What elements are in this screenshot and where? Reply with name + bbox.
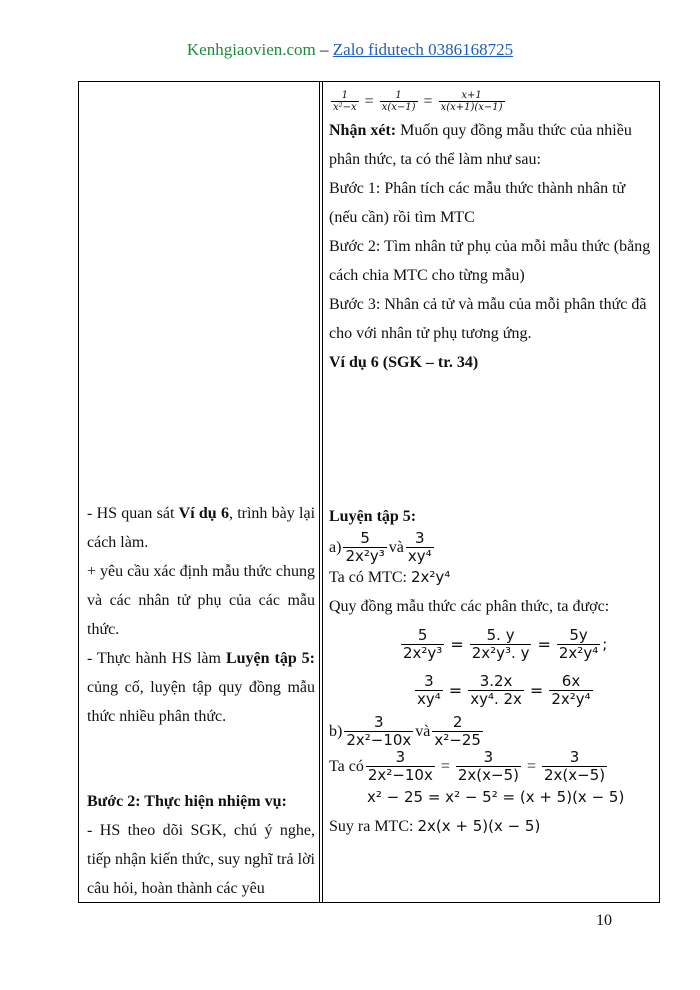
right-theory [329, 86, 655, 377]
page-number: 10 [596, 912, 612, 929]
fraction: $\frac{3}{2x(x-5)}$ [544, 748, 606, 784]
lesson-table [78, 81, 660, 903]
example-title: Ví dụ 6 (SGK – tr. 34) [329, 354, 479, 371]
fraction: $\frac{5}{\text{2x²y³}}$ [403, 626, 443, 662]
fraction: $\frac{1}{x(x-1)}$ [381, 89, 416, 113]
fraction: $\frac{6x}{\text{2x²y⁴}}$ [551, 672, 591, 708]
factor-line: x² − 25 = x² − 5² = (x + 5)(x − 5) [367, 788, 625, 806]
fraction: $\frac{2}{\text{x²−25}}$ [434, 713, 481, 749]
fraction: $\frac{5}{\text{2x²y³}}$ [345, 529, 385, 565]
step-3: Bước 3: Nhân cả tử và mẫu của mỗi phân thức đã cho với nhân tử phụ tương ứng. [329, 296, 647, 342]
left-step2 [87, 787, 315, 903]
left-line-1: - HS quan sát Ví dụ 6, trình bày lại cách làm. [87, 505, 316, 551]
column-divider-double [322, 82, 323, 902]
step-1: Bước 1: Phân tích các mẫu thức thành nhân tử (nếu cần) rồi tìm MTC [329, 180, 626, 226]
fraction: $\frac{3}{\text{2x²−10x}}$ [367, 748, 433, 784]
step2-title: Bước 2: Thực hiện nhiệm vụ: [87, 793, 287, 810]
practice-title: Luyện tập 5: [329, 508, 417, 525]
left-line-3: - Thực hành HS làm Luyện tập 5: củng cố, luyện tập quy đồng mẫu thức nhiều phân thức. [87, 650, 316, 725]
fraction: $\frac{1}{\text{x²−x}}$ [333, 89, 357, 113]
part-b: b) $\frac{3}{\text{2x²−10x}}$ và $\frac{2}{\text{x²−25}}$ [329, 713, 481, 749]
site-name: Kenhgiaovien.com [186, 40, 316, 59]
step2-text: - HS theo dõi SGK, chú ý nghe, tiếp nhận kiến thức, suy nghĩ trả lời câu hỏi, hoàn thành các yêu [87, 822, 315, 897]
right-practice [329, 502, 655, 841]
fraction: $\frac{3}{\text{xy⁴}}$ [417, 672, 441, 708]
column-divider [319, 82, 320, 902]
equation-2: $\frac{3}{\text{xy⁴}}$ = $\frac{3.2x}{\text{xy⁴. 2x}}$ = $\frac{6x}{\text{2x²y⁴}}$ [417, 672, 591, 708]
remark: Nhận xét: Muốn quy đồng mẫu thức của nhiều phân thức, ta có thể làm như sau: [329, 122, 632, 168]
fraction: $\frac{5y}{\text{2x²y⁴}}$ [558, 626, 599, 662]
quy-dong-text: Quy đồng mẫu thức các phân thức, ta được: [329, 598, 610, 615]
equation-1: $\frac{5}{\text{2x²y³}}$ = $\frac{5. y}{\text{2x²y³. y}}$ = $\frac{5y}{\text{2x²y⁴}}$ ; [403, 626, 608, 662]
left-activity-text [87, 499, 315, 731]
zalo-link[interactable]: Zalo fidutech 0386168725 [332, 40, 514, 59]
fraction: $\frac{3}{2x(x-5)}$ [457, 748, 519, 784]
page-header [0, 40, 700, 60]
mtc-a: Ta có MTC: 2x²y⁴ [329, 568, 451, 586]
fraction: $\frac{3}{\text{2x²−10x}}$ [346, 713, 412, 749]
fraction: $\frac{x+1}{x(x+1)(x-1)}$ [440, 89, 503, 113]
suy-ra-mtc: Suy ra MTC: 2x(x + 5)(x − 5) [329, 817, 541, 835]
left-line-2: + yêu cầu xác định mẫu thức chung và các nhân tử phụ của các mẫu thức. [87, 563, 315, 638]
step-2: Bước 2: Tìm nhân tử phụ của mỗi mẫu thức (bằng cách chia MTC cho từng mẫu) [329, 238, 651, 284]
part-b-equation: Ta có $\frac{3}{\text{2x²−10x}}$ = $\frac{3}{2x(x-5)}$ = $\frac{3}{2x(x-5)}$ [329, 748, 606, 784]
part-a: a) $\frac{5}{\text{2x²y³}}$ và $\frac{3}{\text{xy⁴}}$ [329, 529, 432, 565]
header-separator: – [315, 40, 333, 59]
fraction: $\frac{3.2x}{\text{xy⁴. 2x}}$ [470, 672, 522, 708]
fraction: $\frac{3}{\text{xy⁴}}$ [407, 529, 432, 565]
top-equation: $\frac{1}{\text{x²−x}}$ = $\frac{1}{x(x-1)}$ = $\frac{x+1}{x(x+1)(x-1)}$ [333, 89, 503, 113]
fraction: $\frac{5. y}{\text{2x²y³. y}}$ [471, 626, 530, 662]
